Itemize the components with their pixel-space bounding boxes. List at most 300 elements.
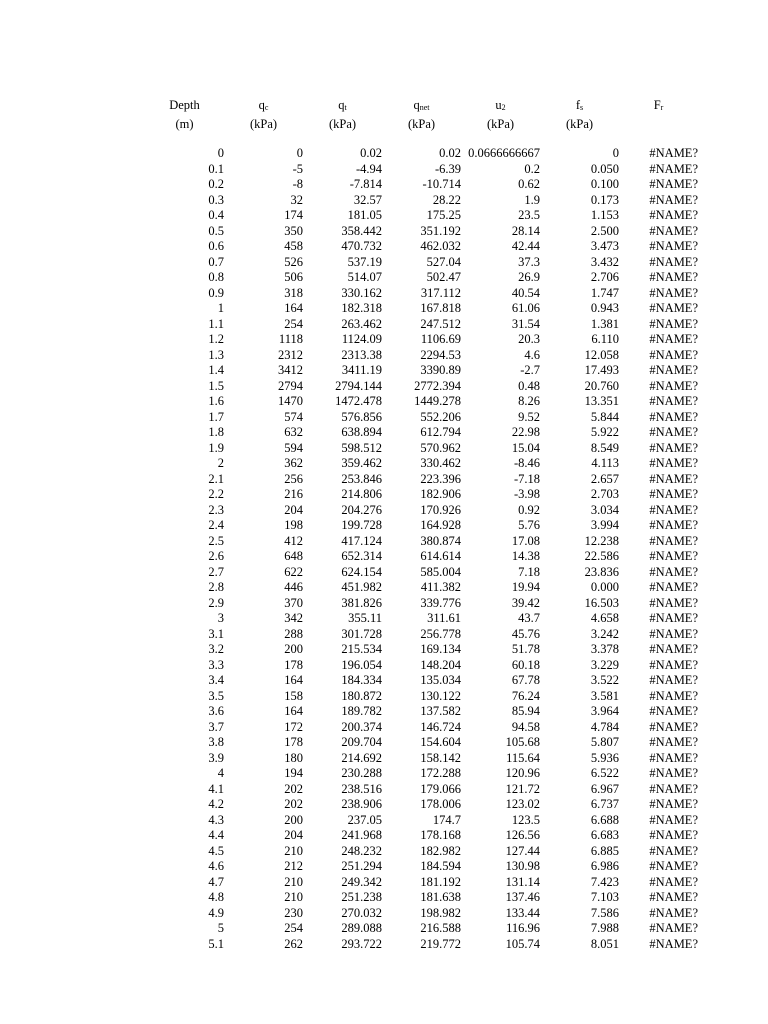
cell-qnet: 137.582 [420,704,461,718]
table-row [145,611,698,627]
cell-qc: 230 [284,905,303,920]
cell-u2: 19.94 [511,580,540,594]
cell-qnet: 135.034 [420,673,461,687]
table-row [145,162,698,178]
cell-qc: 1470 [278,394,303,408]
cell-qnet: 174.7 [432,812,461,827]
table-row [145,689,698,705]
cell-fs: 17.493 [584,363,619,377]
table-row [145,487,698,503]
cell-qt: 381.826 [341,595,382,610]
cell-fs: 2.657 [590,471,619,486]
table-row [145,906,698,922]
cell-qc: 210 [284,843,303,858]
table-row [145,472,698,488]
cell-qnet: 2294.53 [420,347,461,362]
table-row [145,720,698,736]
cell-qc: 622 [284,564,303,579]
cell-qt: 537.19 [347,254,382,269]
cell-fs: 8.051 [590,936,619,951]
table-row [145,255,698,271]
cell-fr: #NAME? [649,921,698,935]
table-row [145,363,698,379]
cell-u2: 4.6 [524,347,540,362]
cell-fs: 20.760 [584,378,619,393]
table-row [145,270,698,286]
table-row [145,425,698,441]
cell-fr: #NAME? [649,502,698,517]
cell-fr: #NAME? [649,750,698,765]
cell-qnet: 0.02 [439,146,461,160]
cell-qt: 214.806 [341,487,382,501]
table-row [145,565,698,581]
cell-u2: 0.48 [518,378,540,393]
cell-qc: 2312 [278,347,303,362]
cell-depth: 5 [217,921,224,935]
cell-qnet: 181.192 [420,874,461,889]
cell-fs: 7.103 [590,890,619,904]
cell-qnet: 179.066 [420,781,461,796]
cell-qc: 178 [284,657,303,672]
cell-u2: 31.54 [511,316,540,331]
cell-fr: #NAME? [649,471,698,486]
cell-qnet: -6.39 [434,161,461,176]
cell-depth: 2 [217,456,224,470]
cell-qc: 506 [284,270,303,284]
cell-qt: 355.11 [348,611,382,625]
table-row [145,813,698,829]
unit-fr [619,116,698,132]
cell-qnet: 184.594 [420,859,461,873]
table-row [145,379,698,395]
cell-u2: 94.58 [511,719,540,734]
table-row [145,859,698,875]
cell-qt: 251.294 [341,859,382,873]
cell-fr: #NAME? [649,797,698,811]
header-fs: fs [575,98,584,112]
cell-fs: 6.885 [590,843,619,858]
cell-qt: 200.374 [341,719,382,734]
cell-qnet: 502.47 [426,270,461,284]
cell-qc: 1118 [278,332,303,346]
cell-qc: 574 [284,409,303,424]
cell-u2: 76.24 [511,688,540,703]
cell-depth: 3.9 [208,750,224,765]
cell-fr: #NAME? [649,409,698,424]
cell-qt: 189.782 [341,704,382,718]
cell-fs: 6.683 [590,828,619,842]
unit-qc: (kPa) [249,117,278,131]
cell-depth: 3.4 [208,673,224,687]
cell-depth: 1.7 [208,409,224,424]
cell-fs: 6.986 [590,859,619,873]
cell-qc: 412 [284,533,303,548]
table-row [145,751,698,767]
cell-fs: 3.581 [590,688,619,703]
cell-u2: 105.74 [505,936,540,951]
cell-qc: 3412 [278,363,303,377]
cell-qt: 1472.478 [335,394,382,408]
cell-depth: 4.7 [208,874,224,889]
cell-u2: 61.06 [511,301,540,315]
cell-depth: 3.2 [208,642,224,656]
cell-qc: 632 [284,425,303,439]
cell-qnet: 148.204 [420,657,461,672]
table-row [145,875,698,891]
cell-fs: 6.110 [591,332,619,346]
cell-fr: #NAME? [649,161,698,176]
cell-depth: 1.9 [208,440,224,455]
cell-qc: -8 [292,177,303,191]
cell-u2: 17.08 [511,533,540,548]
table-row [145,441,698,457]
table-row [145,782,698,798]
cell-qc: 202 [284,781,303,796]
cell-qt: 209.704 [341,735,382,749]
cell-qnet: 146.724 [420,719,461,734]
cell-depth: 1 [217,301,224,315]
cell-u2: 8.26 [518,394,540,408]
cell-depth: 2.5 [208,533,224,548]
unit-u2: (kPa) [486,117,515,131]
table-row [145,534,698,550]
cell-qt: 241.968 [341,828,382,842]
header-qnet: qnet [413,98,430,112]
cell-qnet: 28.22 [432,192,461,207]
table-row [145,332,698,348]
cell-depth: 3.7 [208,719,224,734]
cell-fr: #NAME? [649,688,698,703]
table-row [145,890,698,906]
cell-qt: 514.07 [347,270,382,284]
cell-u2: 9.52 [518,409,540,424]
cell-fr: #NAME? [649,595,698,610]
table-row [145,208,698,224]
table-row [145,766,698,782]
cell-qt: -4.94 [355,161,382,176]
cell-qc: 198 [284,518,303,532]
cell-depth: 2.7 [208,564,224,579]
cell-qnet: 339.776 [420,595,461,610]
cell-fr: #NAME? [649,766,698,780]
cell-fr: #NAME? [649,285,698,300]
cell-qc: 2794 [278,378,303,393]
cell-qt: 289.088 [341,921,382,935]
cell-depth: 1.8 [208,425,224,439]
cell-fr: #NAME? [649,735,698,749]
cell-fs: 5.922 [590,425,619,439]
cell-fs: 23.836 [584,564,619,579]
cell-u2: 126.56 [505,828,540,842]
table-row [145,673,698,689]
cell-depth: 2.6 [208,549,224,563]
cell-qc: 210 [284,890,303,904]
table-row [145,518,698,534]
unit-fs: (kPa) [565,117,594,131]
cell-fr: #NAME? [649,642,698,656]
cell-fr: #NAME? [649,347,698,362]
cell-fs: 3.522 [590,673,619,687]
cell-depth: 4 [217,766,224,780]
cell-u2: 127.44 [505,843,540,858]
cell-qc: 178 [284,735,303,749]
cell-qc: 458 [284,239,303,253]
cell-fr: #NAME? [649,487,698,501]
cell-qt: 1124.09 [341,332,382,346]
cell-depth: 1.1 [208,316,224,331]
cell-qc: 362 [284,456,303,470]
unit-qnet: (kPa) [407,117,436,131]
cell-qt: 181.05 [347,208,382,222]
cell-fr: #NAME? [649,425,698,439]
cell-qt: 237.05 [347,812,382,827]
cell-qt: 598.512 [341,440,382,455]
cell-u2: 43.7 [518,611,540,625]
cell-u2: 22.98 [511,425,540,439]
cell-depth: 4.6 [208,859,224,873]
cell-fs: 0.173 [590,192,619,207]
cell-qnet: 614.614 [420,549,461,563]
cell-qnet: 351.192 [420,223,461,238]
table-row [145,627,698,643]
table-row [145,658,698,674]
cell-fr: #NAME? [649,580,698,594]
cell-qc: 446 [284,580,303,594]
cell-fr: #NAME? [649,254,698,269]
table-row [145,735,698,751]
cell-depth: 5.1 [208,936,224,951]
cell-qt: 638.894 [341,425,382,439]
cell-u2: 60.18 [511,657,540,672]
cell-u2: 5.76 [518,518,540,532]
cell-u2: 0.62 [518,177,540,191]
cell-qt: 470.732 [341,239,382,253]
cell-qc: 342 [284,611,303,625]
cell-fr: #NAME? [649,564,698,579]
cell-fr: #NAME? [649,611,698,625]
cell-u2: 40.54 [511,285,540,300]
cell-qnet: 256.778 [420,626,461,641]
cell-fr: #NAME? [649,843,698,858]
cell-u2: 28.14 [511,223,540,238]
cell-fs: 1.747 [590,285,619,300]
cell-fr: #NAME? [649,719,698,734]
table-row [145,286,698,302]
cell-depth: 0.8 [208,270,224,284]
cell-fs: 13.351 [584,394,619,408]
cell-fs: 3.964 [590,704,619,718]
cell-u2: 14.38 [511,549,540,563]
cell-fr: #NAME? [649,704,698,718]
cell-fr: #NAME? [649,332,698,346]
cell-depth: 1.3 [208,347,224,362]
cell-qnet: 182.982 [420,843,461,858]
cell-qc: 350 [284,223,303,238]
cell-qnet: 170.926 [420,502,461,517]
cell-qnet: 585.004 [420,564,461,579]
table-row [145,456,698,472]
cell-fr: #NAME? [649,533,698,548]
cell-qnet: 570.962 [420,440,461,455]
cell-u2: 123.5 [511,812,540,827]
cell-fs: 4.784 [590,719,619,734]
cell-qnet: 219.772 [420,936,461,951]
cell-qnet: 175.25 [426,208,461,222]
cell-qc: 32 [290,192,303,207]
cell-qnet: 172.288 [420,766,461,780]
cell-qt: 253.846 [341,471,382,486]
cell-u2: 130.98 [505,859,540,873]
table-body [145,146,698,952]
cell-qc: 158 [284,688,303,703]
cell-qt: 248.232 [341,843,382,858]
cell-fs: 3.242 [590,626,619,641]
cell-u2: 23.5 [518,208,540,222]
cell-qnet: 2772.394 [414,378,461,393]
cell-qt: 184.334 [341,673,382,687]
cell-qc: 254 [284,921,303,935]
cell-depth: 3.6 [208,704,224,718]
cell-depth: 0.2 [208,177,224,191]
cell-fr: #NAME? [649,270,698,284]
cell-u2: 26.9 [518,270,540,284]
cell-qnet: 164.928 [420,518,461,532]
cell-qc: 204 [284,502,303,517]
cell-qt: 652.314 [341,549,382,563]
cell-qnet: 612.794 [420,425,461,439]
cell-fs: 0.050 [590,161,619,176]
cell-fs: 0 [612,146,619,160]
cell-qnet: 3390.89 [420,363,461,377]
cell-qnet: 1106.69 [420,332,461,346]
cell-u2: 0.92 [518,502,540,517]
cell-fr: #NAME? [649,363,698,377]
cell-u2: 0.0666666667 [468,146,540,160]
cell-qnet: 380.874 [420,533,461,548]
cell-qc: 180 [284,750,303,765]
cell-u2: 105.68 [505,735,540,749]
cell-qnet: 223.396 [420,471,461,486]
cell-qt: 214.692 [341,750,382,765]
cell-depth: 4.1 [208,781,224,796]
cell-fs: 5.844 [590,409,619,424]
cell-depth: 2.1 [208,471,224,486]
cell-qt: 263.462 [341,316,382,331]
cell-depth: 0.5 [208,223,224,238]
cell-qc: 164 [284,301,303,315]
cell-fs: 12.058 [584,347,619,362]
cell-fr: #NAME? [649,859,698,873]
cell-u2: 37.3 [518,254,540,269]
cell-fs: 0.000 [590,580,619,594]
cell-fs: 7.988 [590,921,619,935]
cell-fr: #NAME? [649,905,698,920]
cell-fs: 8.549 [590,440,619,455]
cell-fr: #NAME? [649,239,698,253]
table-row [145,301,698,317]
cell-qnet: 181.638 [420,890,461,904]
cell-depth: 2.9 [208,595,224,610]
cell-qt: 2794.144 [335,378,382,393]
header-qc: qc [258,98,269,112]
cell-fs: 2.706 [590,270,619,284]
cell-qt: 3411.19 [341,363,382,377]
cell-depth: 2.2 [208,487,224,501]
cell-qt: 251.238 [341,890,382,904]
cell-qc: 254 [284,316,303,331]
cell-qt: 199.728 [341,518,382,532]
cell-fs: 6.737 [590,797,619,811]
cell-qnet: 130.122 [420,688,461,703]
cell-fr: #NAME? [649,208,698,222]
cell-u2: 137.46 [505,890,540,904]
table-row [145,844,698,860]
cell-fs: 5.936 [590,750,619,765]
cell-fs: 4.658 [590,611,619,625]
unit-qt: (kPa) [328,117,357,131]
cell-qc: 256 [284,471,303,486]
cell-fs: 6.967 [590,781,619,796]
cell-fr: #NAME? [649,781,698,796]
cell-fs: 12.238 [584,533,619,548]
data-table [145,97,698,952]
cell-fs: 6.522 [590,766,619,780]
cell-qc: 288 [284,626,303,641]
table-row [145,921,698,937]
cell-qnet: 462.032 [420,239,461,253]
cell-qt: -7.814 [349,177,382,191]
cell-fr: #NAME? [649,301,698,315]
cell-qt: 0.02 [360,146,382,160]
cell-fs: 7.586 [590,905,619,920]
cell-fs: 2.703 [590,487,619,501]
cell-depth: 0 [217,146,224,160]
cell-depth: 4.2 [208,797,224,811]
cell-qc: 202 [284,797,303,811]
cell-u2: 45.76 [511,626,540,641]
cell-qc: 194 [284,766,303,780]
cell-qnet: 154.604 [420,735,461,749]
table-row [145,549,698,565]
cell-qc: 262 [284,936,303,951]
cell-depth: 0.6 [208,239,224,253]
cell-u2: 67.78 [511,673,540,687]
cell-qc: 526 [284,254,303,269]
cell-fr: #NAME? [649,177,698,191]
cell-qnet: 311.61 [427,611,461,625]
table-row [145,224,698,240]
cell-qc: 318 [284,285,303,300]
cell-qnet: 247.512 [420,316,461,331]
cell-fs: 3.378 [590,642,619,656]
cell-depth: 2.4 [208,518,224,532]
cell-qt: 330.162 [341,285,382,300]
cell-fs: 3.473 [590,239,619,253]
cell-fr: #NAME? [649,812,698,827]
cell-u2: -2.7 [520,363,540,377]
cell-fr: #NAME? [649,874,698,889]
cell-u2: 131.14 [505,874,540,889]
cell-qc: 370 [284,595,303,610]
cell-fs: 3.994 [590,518,619,532]
cell-fr: #NAME? [649,890,698,904]
cell-depth: 4.4 [208,828,224,842]
cell-depth: 2.3 [208,502,224,517]
cell-qnet: 198.982 [420,905,461,920]
cell-qnet: 167.818 [420,301,461,315]
cell-fr: #NAME? [649,936,698,951]
cell-qnet: 330.462 [420,456,461,470]
